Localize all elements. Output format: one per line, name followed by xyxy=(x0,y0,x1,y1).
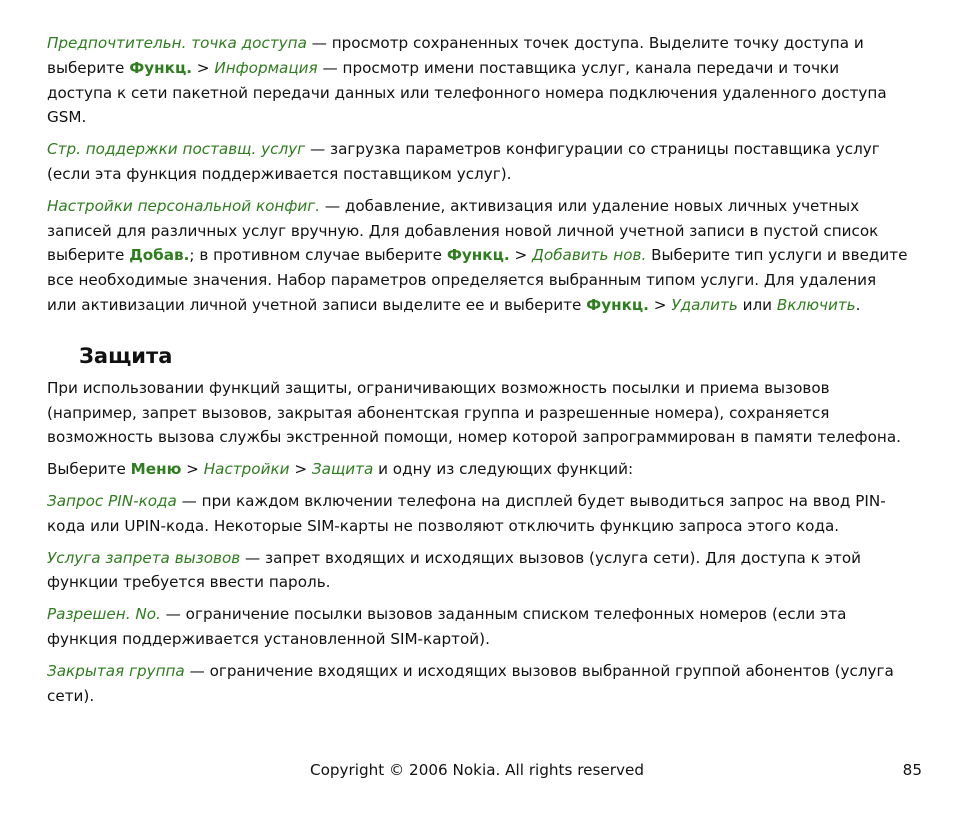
term-call-barring: Услуга запрета вызовов xyxy=(47,548,241,567)
paragraph-pin-request xyxy=(47,489,909,539)
term-settings: Настройки xyxy=(203,460,290,479)
paragraph-preferred-access-point xyxy=(47,31,909,130)
text: и одну из следующих функций: xyxy=(373,460,634,479)
key-add: Добав. xyxy=(129,246,190,265)
term-add-new: Добавить нов. xyxy=(532,246,647,265)
paragraph-fixed-dialing xyxy=(47,602,909,652)
term-provider-support-page: Стр. поддержки поставщ. услуг xyxy=(47,140,306,159)
term-security: Защита xyxy=(311,460,374,479)
term-pin-request: Запрос PIN-кода xyxy=(47,491,177,510)
document-body xyxy=(47,31,909,715)
text: или xyxy=(737,295,777,314)
footer-copyright: Copyright © 2006 Nokia. All rights reserved xyxy=(310,761,644,779)
text: — просмотр сохраненных точек доступа. Выделите точку доступа и выберите xyxy=(47,34,864,77)
key-menu: Меню xyxy=(130,460,182,479)
text: — просмотр имени поставщика услуг, канала передачи и точки доступа к сети пакетной передачи данных или телефонного номера подключения удаленного доступа GSM. xyxy=(47,58,887,127)
paragraph-provider-support-page xyxy=(47,137,909,187)
text: — ограничение посылки вызовов заданным списком телефонных номеров (если эта функция поддерживается установленной SIM-картой). xyxy=(47,605,847,648)
text: Выберите тип услуги и введите все необходимые значения. Набор параметров определяется выбранным типом услуги. Для удаления или активизации личной учетной записи выделите ее и выберите xyxy=(47,246,908,314)
term-delete: Удалить xyxy=(671,295,738,314)
key-options: Функц. xyxy=(446,246,510,265)
text: — загрузка параметров конфигурации со страницы поставщика услуг (если эта функция поддерживается поставщиком услуг). xyxy=(47,140,880,183)
key-options: Функц. xyxy=(586,295,649,314)
text: . xyxy=(855,295,861,314)
separator: > xyxy=(181,460,204,479)
term-personal-config: Настройки персональной конфиг. xyxy=(47,196,321,215)
term-information: Информация xyxy=(214,58,318,77)
text: — запрет входящих и исходящих вызовов (услуга сети). Для доступа к этой функции требуется ввести пароль. xyxy=(47,548,862,592)
term-enable: Включить xyxy=(776,295,856,314)
separator: > xyxy=(509,246,533,265)
text: — добавление, активизация или удаление новых личных учетных записей для различных услуг вручную. Для добавления новой личной учетной записи в пустой список выберите xyxy=(47,196,879,265)
term-preferred-access-point: Предпочтительн. точка доступа xyxy=(47,34,307,52)
paragraph-security-intro: При использовании функций защиты, ограничивающих возможность посылки и приема вызовов (например, запрет вызовов, закрытая абонентская группа и разрешенные номера), сохраняется возможность вызова службы экстренной помощи, номер которой запрограммирован в памяти телефона. xyxy=(47,378,901,447)
paragraph-call-barring xyxy=(47,546,909,596)
text: ; в противном случае выберите xyxy=(189,246,447,265)
page-number: 85 xyxy=(902,761,922,779)
paragraph-select-menu xyxy=(47,457,909,482)
paragraph-closed-user-group xyxy=(47,659,909,709)
text: Выберите xyxy=(47,460,131,479)
separator: > xyxy=(191,58,215,77)
text: — ограничение входящих и исходящих вызовов выбранной группой абонентов (услуга сети). xyxy=(47,661,894,705)
separator: > xyxy=(648,295,672,314)
paragraph-personal-config xyxy=(47,194,909,318)
section-heading-security: Защита xyxy=(79,343,173,368)
term-fixed-dialing: Разрешен. No. xyxy=(47,605,161,624)
key-options: Функц. xyxy=(129,58,192,77)
separator: > xyxy=(289,460,312,479)
term-closed-user-group: Закрытая группа xyxy=(47,661,185,680)
text: — при каждом включении телефона на дисплей будет выводиться запрос на ввод PIN-кода или UPIN-кода. Некоторые SIM-карты не позволяют отключить функцию запроса этого кода. xyxy=(47,491,886,535)
